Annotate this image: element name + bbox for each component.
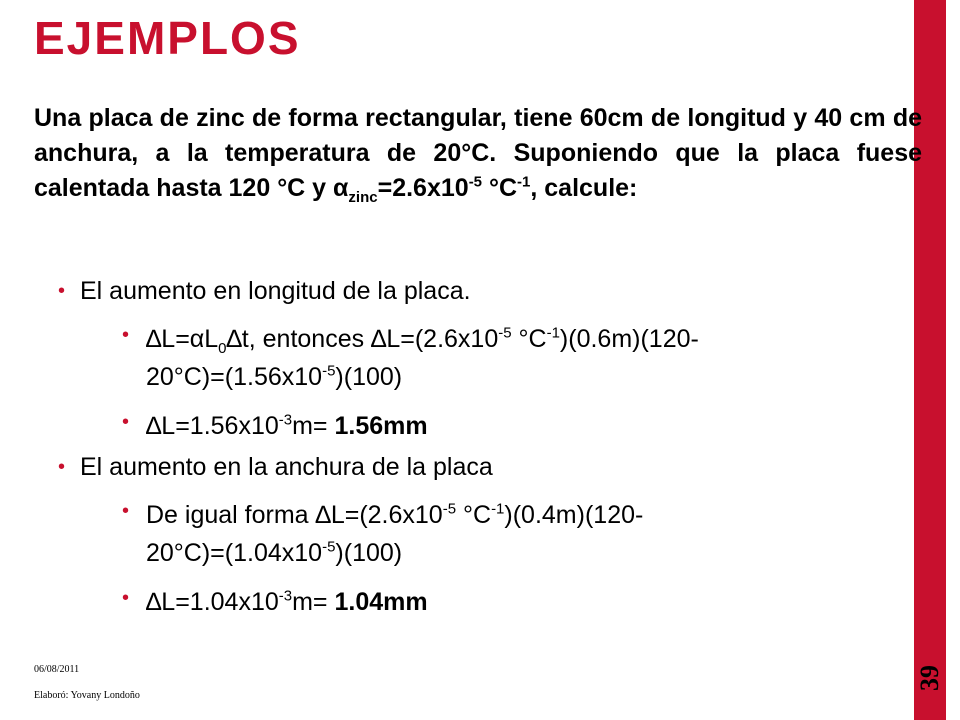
formula-part: °C xyxy=(456,501,492,529)
footer-date: 06/08/2011 xyxy=(34,664,80,675)
problem-statement xyxy=(34,101,922,206)
formula-exponent: -5 xyxy=(498,324,512,342)
coefficient-exponent: -5 xyxy=(468,173,483,191)
formula-part: )(100) xyxy=(335,363,403,391)
formula-part: °C xyxy=(511,325,547,353)
formula-part: De igual forma ∆L=(2.6x10 xyxy=(146,501,443,529)
formula-exponent: -5 xyxy=(322,538,336,556)
formula-part: )(100) xyxy=(335,539,403,567)
slide-number: 39 xyxy=(915,665,944,691)
coefficient-value: =2.6x10 xyxy=(377,174,469,202)
bullet-text xyxy=(146,320,886,396)
coefficient-unit-exponent: -1 xyxy=(517,173,531,191)
formula-subscript: 0 xyxy=(218,340,227,357)
result-exponent: -3 xyxy=(278,587,293,605)
bullet-icon: • xyxy=(58,456,66,478)
formula-part: ∆t, entonces ∆L=(2.6x10 xyxy=(226,325,499,353)
problem-line-1: Una placa de zinc de forma rectangular, tiene 60cm de xyxy=(34,104,681,132)
formula-exponent: -5 xyxy=(442,500,457,518)
formula-part: )(0.4m)(120- xyxy=(504,501,644,529)
result-part: ∆L=1.56x10 xyxy=(146,412,279,440)
bullet-icon: • xyxy=(122,500,130,522)
alpha-subscript: zinc xyxy=(348,189,378,206)
formula-part: ∆L=αL xyxy=(146,325,219,353)
bullet-icon: • xyxy=(122,411,130,433)
slide-title: EJEMPLOS xyxy=(34,12,301,64)
bullet-text xyxy=(146,583,886,621)
problem-line-2: longitud y 40 cm de anchura, a la temperatura de 20°C. xyxy=(34,104,922,167)
footer-author: Elaboró: Yovany Londoño xyxy=(34,690,140,701)
alpha-symbol: α xyxy=(333,174,349,202)
bullet-text: El aumento en longitud de la placa. xyxy=(80,277,471,305)
result-value: 1.04mm xyxy=(334,588,428,616)
formula-exponent: -5 xyxy=(322,362,336,380)
formula-part: )(0.6m)(120- xyxy=(559,325,699,353)
result-value: 1.56mm xyxy=(334,412,428,440)
bullet-text: El aumento en la anchura de la placa xyxy=(80,453,493,481)
problem-tail: , calcule: xyxy=(530,174,638,202)
coefficient-unit: °C xyxy=(482,174,518,202)
problem-line-3: Suponiendo que la placa fuese calentada hasta 120 °C y xyxy=(34,139,923,202)
formula-exponent: -1 xyxy=(491,500,505,518)
bullet-icon: • xyxy=(122,324,130,346)
formula-exponent: -1 xyxy=(546,324,560,342)
bullet-icon: • xyxy=(58,280,66,302)
formula-part: 20°C)=(1.56x10 xyxy=(146,363,323,391)
bullet-text xyxy=(146,407,886,445)
bullet-text xyxy=(146,496,886,572)
result-part: m= xyxy=(292,588,335,616)
bullet-icon: • xyxy=(122,587,130,609)
result-exponent: -3 xyxy=(278,411,293,429)
result-part: m= xyxy=(292,412,335,440)
result-part: ∆L=1.04x10 xyxy=(146,588,279,616)
formula-part: 20°C)=(1.04x10 xyxy=(146,539,323,567)
